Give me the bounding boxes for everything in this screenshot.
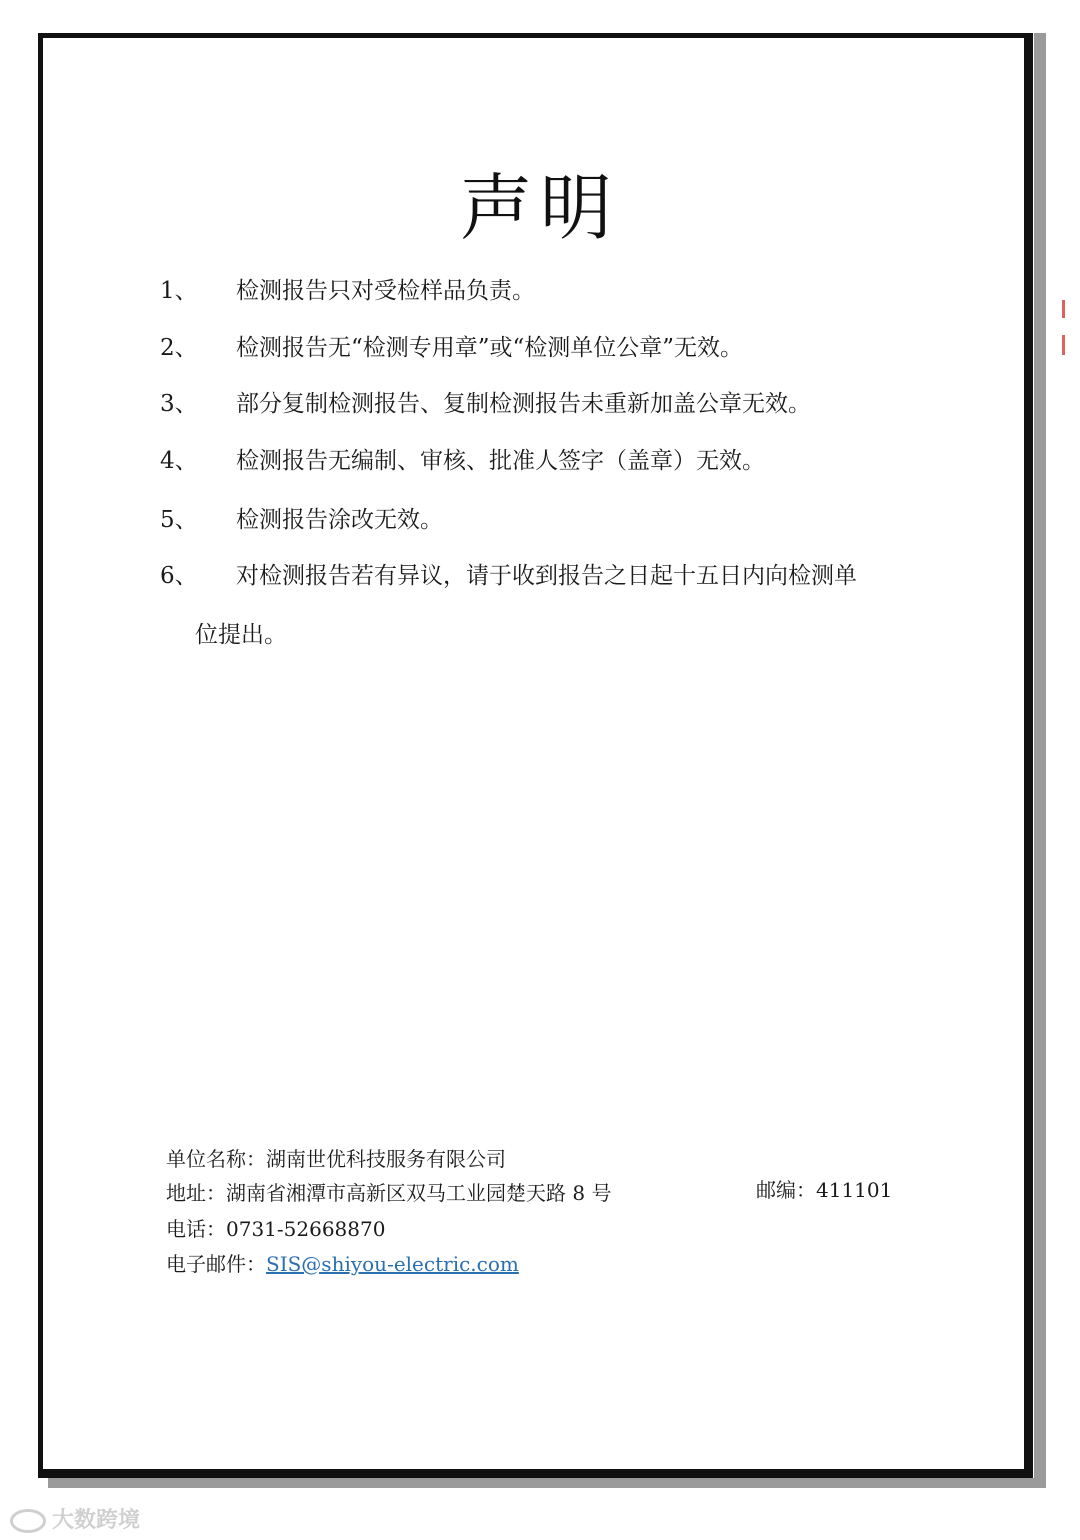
email-line [166,1248,519,1277]
item-text: 检测报告涂改无效。 [236,507,443,533]
address: 地址：湖南省湘潭市高新区双马工业园楚天路 8 号 [166,1181,612,1205]
item-text: 检测报告只对受检样品负责。 [236,278,535,304]
email-label: 电子邮件： [166,1252,266,1276]
item-number: 3、 [160,391,198,417]
stamp-edge-mark [1062,300,1065,318]
item-number: 6、 [160,563,198,589]
item-text: 部分复制检测报告、复制检测报告未重新加盖公章无效。 [236,391,811,417]
watermark [10,1503,140,1534]
list-item [160,501,443,534]
item-number: 1、 [160,278,198,304]
list-item [160,272,535,305]
item-text: 对检测报告若有异议，请于收到报告之日起十五日内向检测单 [236,563,857,589]
list-item [160,329,743,362]
watermark-text: 大数跨境 [52,1508,141,1533]
item-number: 4、 [160,448,198,474]
list-item [160,385,811,418]
item-text: 检测报告无编制、审核、批准人签字（盖章）无效。 [236,448,765,474]
list-item [160,442,765,475]
page-title: 声明 [459,166,620,250]
zip-code: 邮编：411101 [756,1178,893,1202]
company-name: 单位名称：湖南世优科技服务有限公司 [166,1147,506,1171]
frame-shadow-bottom [48,1478,1046,1488]
item-number: 2、 [160,335,198,361]
item-continuation: 位提出。 [195,622,287,648]
email-link[interactable]: SIS@shiyou-electric.com [266,1252,519,1276]
stamp-edge-mark [1062,335,1065,355]
item-text: 检测报告无“检测专用章”或“检测单位公章”无效。 [236,335,744,361]
phone: 电话：0731-52668870 [166,1217,386,1241]
watermark-logo-icon [10,1509,46,1533]
list-item [160,557,857,590]
item-number: 5、 [160,507,198,533]
